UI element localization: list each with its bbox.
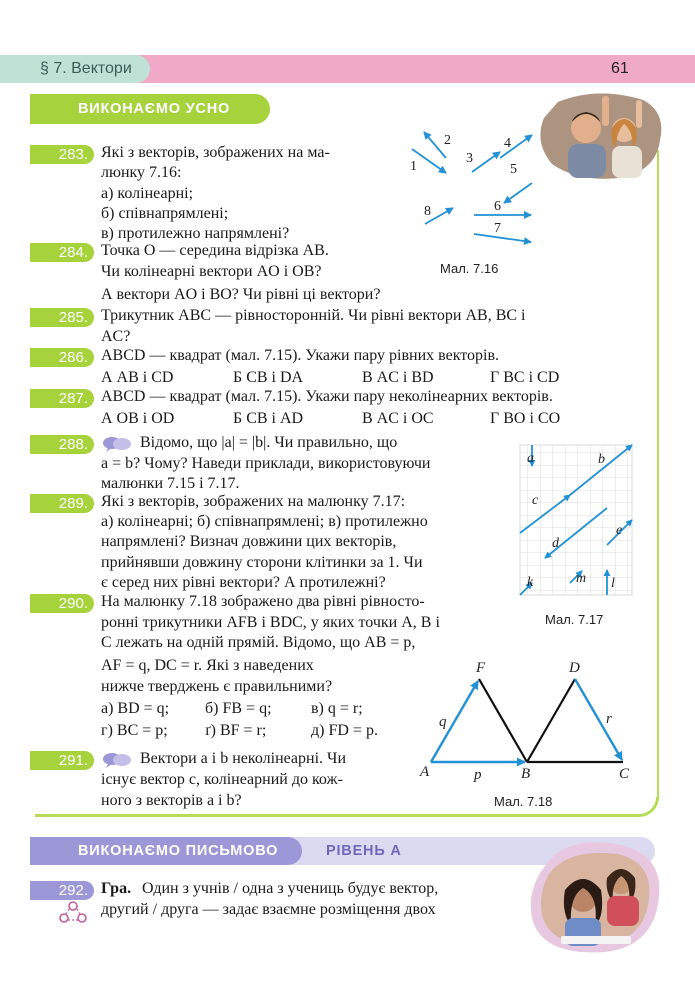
fig717-label-e: e	[616, 523, 623, 538]
task-286-option-c: В AC і BD	[362, 369, 434, 386]
figure-7-18	[418, 655, 643, 785]
fig718-label-p: p	[474, 767, 482, 783]
fig718-point-F: F	[476, 660, 486, 676]
task-291-line-1: Вектори a і b неколінеарні. Чи	[140, 750, 346, 767]
fig716-caption: Мал. 7.16	[440, 261, 499, 276]
task-290-option-e: ґ) BF = r;	[205, 722, 267, 739]
task-284-line-1: Точка O — середина відрізка AB.	[101, 242, 329, 259]
task-292-title: Гра.	[101, 880, 132, 897]
task-289-line-4: прийнявши довжину сторони клітинки за 1. Чи	[101, 554, 423, 571]
fig716-label-1: 1	[410, 159, 417, 174]
task-283-line-1: Які з векторів, зображених на ма-	[101, 144, 330, 161]
fig718-segment-FB	[479, 679, 527, 762]
task-289-number: 289.	[30, 494, 94, 513]
task-292-number: 292.	[30, 881, 94, 900]
task-283-line-4: б) співнапрямлені;	[101, 205, 229, 222]
task-287-option-d: Г BO і CO	[490, 410, 561, 427]
task-285-line-2: AC?	[101, 328, 131, 345]
fig718-vector-r	[575, 679, 622, 760]
task-286-option-a: А AB і CD	[101, 369, 174, 386]
task-290-option-a: а) BD = q;	[101, 700, 170, 717]
fig717-label-d: d	[552, 536, 559, 551]
fig718-point-C: C	[619, 766, 630, 782]
section-title: § 7. Вектори	[40, 60, 132, 77]
fig717-label-k: k	[527, 575, 534, 590]
fig718-caption: Мал. 7.18	[494, 794, 553, 809]
fig716-label-7: 7	[494, 221, 501, 236]
task-283-line-5: в) протилежно напрямлені?	[101, 225, 290, 242]
task-287-option-c: В AC і OC	[362, 410, 434, 427]
fig717-label-b: b	[598, 452, 605, 467]
fig718-point-D: D	[569, 660, 580, 676]
figure-7-16	[400, 125, 550, 260]
fig718-label-r: r	[606, 711, 612, 727]
task-286-number: 286.	[30, 348, 94, 367]
fig716-vector-5	[504, 183, 532, 203]
task-291-line-2: існує вектор c, колінеарний до кож-	[101, 771, 343, 788]
task-290-line-4: AF = q, DC = r. Які з наведених	[101, 657, 314, 674]
task-290-line-5: нижче тверджень є правильними?	[101, 678, 333, 695]
task-287-option-b: Б CB і AD	[233, 410, 304, 427]
fig716-label-6: 6	[494, 199, 501, 214]
fig716-vector-2	[424, 132, 446, 158]
task-290-line-2: ронні трикутники AFB і BDC, у яких точки A, B і	[101, 614, 440, 631]
task-285-line-1: Трикутник ABC — рівносторонній. Чи рівні вектори AB, BC і	[101, 307, 526, 324]
task-290-line-1: На малюнку 7.18 зображено два рівні рівносто-	[101, 593, 425, 610]
fig718-label-q: q	[439, 714, 447, 730]
task-283-line-3: а) колінеарні;	[101, 185, 194, 202]
task-286-line-1: ABCD — квадрат (мал. 7.15). Укажи пару рівних векторів.	[101, 347, 500, 364]
students-photo	[538, 92, 666, 180]
fig717-label-l: l	[611, 576, 615, 591]
level-label: РІВЕНЬ А	[326, 843, 402, 859]
fig716-vector-7	[474, 234, 531, 242]
task-284-number: 284.	[30, 243, 94, 262]
task-283-number: 283.	[30, 145, 94, 164]
task-288-line-2: a = b? Чому? Наведи приклади, використовуючи	[101, 455, 431, 472]
task-284-line-3: А вектори AO і BO? Чи рівні ці вектори?	[101, 286, 381, 303]
task-291-line-3: ного з векторів a і b?	[101, 792, 242, 809]
task-290-number: 290.	[30, 594, 94, 613]
written-banner-title: ВИКОНАЄМО ПИСЬМОВО	[78, 843, 279, 859]
task-288-line-1: Відомо, що |a| = |b|. Чи правильно, що	[140, 434, 398, 451]
fig716-vector-3	[472, 152, 500, 172]
fig716-label-4: 4	[504, 136, 511, 151]
task-289-line-1: Які з векторів, зображених на малюнку 7.17:	[101, 493, 406, 510]
oral-banner-title: ВИКОНАЄМО УСНО	[78, 101, 231, 117]
fig718-point-B: B	[521, 766, 531, 782]
task-290-line-3: C лежать на одній прямій. Відомо, що AB = p,	[101, 634, 416, 651]
fig717-label-m: m	[576, 571, 587, 586]
task-288-line-3: малюнки 7.15 і 7.17.	[101, 475, 240, 492]
girls-photo	[525, 836, 665, 956]
figure-7-17	[515, 440, 635, 600]
task-292-line-2: другий / друга — задає взаємне розміщення двох	[101, 901, 436, 918]
task-292-line-1: Один з учнів / одна з учениць будує вектор,	[142, 880, 439, 897]
task-290-option-f: д) FD = p.	[311, 722, 378, 739]
fig716-label-3: 3	[466, 151, 473, 166]
task-287-number: 287.	[30, 389, 94, 408]
fig717-label-c: c	[532, 493, 539, 508]
page-number: 61	[611, 60, 629, 77]
task-284-line-2: Чи колінеарні вектори AO і OB?	[101, 263, 322, 280]
task-286-option-d: Г BC і CD	[490, 369, 560, 386]
discussion-icon	[102, 752, 132, 768]
group-game-icon	[58, 900, 88, 926]
task-289-line-2: а) колінеарні; б) співнапрямлені; в) протилежно	[101, 513, 428, 530]
discussion-icon	[102, 436, 132, 452]
task-285-number: 285.	[30, 308, 94, 327]
fig717-label-a: a	[527, 451, 534, 466]
task-290-option-b: б) FB = q;	[205, 700, 272, 717]
task-288-number: 288.	[30, 435, 94, 454]
task-283-line-2: люнку 7.16:	[101, 164, 182, 181]
task-287-line-1: ABCD — квадрат (мал. 7.15). Укажи пару неколінеарних векторів.	[101, 388, 553, 405]
task-289-line-5: є серед них рівні вектори? А протилежні?	[101, 574, 386, 591]
task-287-option-a: А OB і OD	[101, 410, 175, 427]
task-289-line-3: напрямлені? Визнач довжини цих векторів,	[101, 533, 397, 550]
fig717-caption: Мал. 7.17	[545, 612, 604, 627]
frame-right-line	[657, 150, 659, 800]
task-290-option-c: в) q = r;	[311, 700, 363, 717]
fig716-label-5: 5	[510, 162, 517, 177]
fig718-segment-BD	[527, 679, 575, 762]
task-290-option-d: г) BC = p;	[101, 722, 168, 739]
fig718-point-A: A	[420, 764, 430, 780]
task-286-option-b: Б CB і DA	[233, 369, 304, 386]
task-291-number: 291.	[30, 751, 94, 770]
fig716-label-8: 8	[424, 204, 431, 219]
fig716-label-2: 2	[444, 133, 451, 148]
